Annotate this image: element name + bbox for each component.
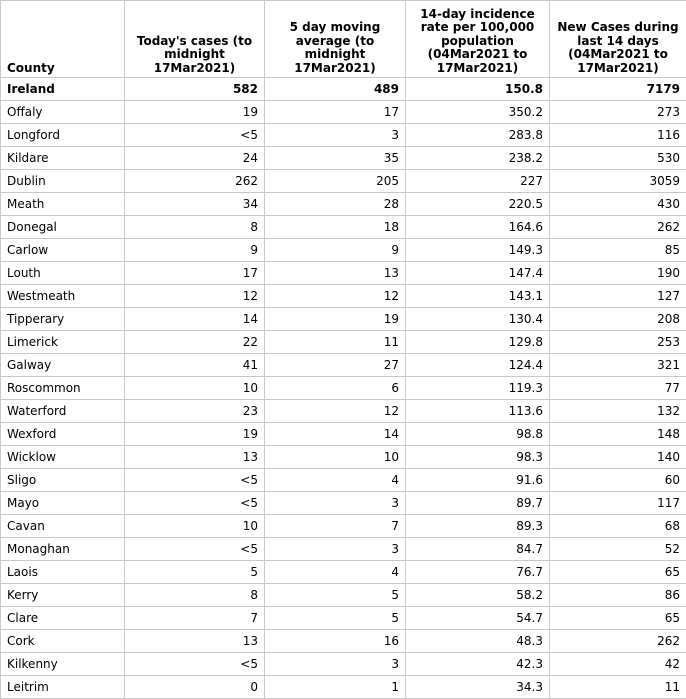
cell-county: Cork [1, 630, 125, 653]
cell-moving-average: 12 [265, 400, 406, 423]
cell-moving-average: 3 [265, 124, 406, 147]
table-row [1, 584, 686, 607]
cell-moving-average: 11 [265, 331, 406, 354]
cell-new-cases-14-days: 208 [550, 308, 686, 331]
cell-incidence-rate: 119.3 [406, 377, 550, 400]
cell-county: Dublin [1, 170, 125, 193]
cell-todays-cases: 17 [125, 262, 265, 285]
table-row [1, 653, 686, 676]
cell-todays-cases: 34 [125, 193, 265, 216]
cell-moving-average: 4 [265, 561, 406, 584]
table-row [1, 124, 686, 147]
cell-incidence-rate: 76.7 [406, 561, 550, 584]
cell-incidence-rate: 54.7 [406, 607, 550, 630]
cell-moving-average: 7 [265, 515, 406, 538]
cell-moving-average: 4 [265, 469, 406, 492]
cell-new-cases-14-days: 68 [550, 515, 686, 538]
cell-county: Tipperary [1, 308, 125, 331]
cell-todays-cases: 5 [125, 561, 265, 584]
cell-todays-cases: <5 [125, 124, 265, 147]
cell-moving-average: 1 [265, 676, 406, 699]
cell-todays-cases: 10 [125, 377, 265, 400]
table-row [1, 101, 686, 124]
cell-todays-cases: 0 [125, 676, 265, 699]
cell-incidence-rate: 58.2 [406, 584, 550, 607]
table-row [1, 170, 686, 193]
table-row [1, 193, 686, 216]
cell-new-cases-14-days: 116 [550, 124, 686, 147]
table-row [1, 630, 686, 653]
cell-incidence-rate: 238.2 [406, 147, 550, 170]
cell-todays-cases: <5 [125, 653, 265, 676]
cell-incidence-rate: 350.2 [406, 101, 550, 124]
cell-incidence-rate: 129.8 [406, 331, 550, 354]
cell-todays-cases: 9 [125, 239, 265, 262]
cell-incidence-rate: 34.3 [406, 676, 550, 699]
cell-county: Cavan [1, 515, 125, 538]
table-body [1, 78, 686, 699]
cell-todays-cases: 582 [125, 78, 265, 101]
cell-moving-average: 205 [265, 170, 406, 193]
table-row [1, 216, 686, 239]
cell-incidence-rate: 89.7 [406, 492, 550, 515]
cell-county: Kilkenny [1, 653, 125, 676]
cell-county: Meath [1, 193, 125, 216]
header-county: County [1, 1, 125, 78]
cell-incidence-rate: 91.6 [406, 469, 550, 492]
table-row [1, 377, 686, 400]
cell-new-cases-14-days: 65 [550, 561, 686, 584]
cell-incidence-rate: 164.6 [406, 216, 550, 239]
table-row [1, 147, 686, 170]
cell-new-cases-14-days: 77 [550, 377, 686, 400]
header-incidence-rate: 14-day incidence rate per 100,000 population (04Mar2021 to 17Mar2021) [406, 1, 550, 78]
table-row [1, 676, 686, 699]
cell-county: Carlow [1, 239, 125, 262]
table-row [1, 561, 686, 584]
cell-incidence-rate: 220.5 [406, 193, 550, 216]
cell-county: Galway [1, 354, 125, 377]
cell-county: Laois [1, 561, 125, 584]
cell-incidence-rate: 98.8 [406, 423, 550, 446]
cell-new-cases-14-days: 321 [550, 354, 686, 377]
cell-new-cases-14-days: 7179 [550, 78, 686, 101]
cell-incidence-rate: 84.7 [406, 538, 550, 561]
cell-new-cases-14-days: 273 [550, 101, 686, 124]
cell-incidence-rate: 227 [406, 170, 550, 193]
table-row [1, 446, 686, 469]
cell-moving-average: 19 [265, 308, 406, 331]
cell-new-cases-14-days: 11 [550, 676, 686, 699]
cell-new-cases-14-days: 3059 [550, 170, 686, 193]
cell-county: Mayo [1, 492, 125, 515]
cell-county: Clare [1, 607, 125, 630]
cell-todays-cases: 41 [125, 354, 265, 377]
cell-new-cases-14-days: 86 [550, 584, 686, 607]
cell-moving-average: 3 [265, 538, 406, 561]
cell-incidence-rate: 124.4 [406, 354, 550, 377]
cell-new-cases-14-days: 148 [550, 423, 686, 446]
cell-moving-average: 27 [265, 354, 406, 377]
cell-moving-average: 13 [265, 262, 406, 285]
cell-moving-average: 489 [265, 78, 406, 101]
cell-new-cases-14-days: 127 [550, 285, 686, 308]
cell-county: Leitrim [1, 676, 125, 699]
cell-new-cases-14-days: 65 [550, 607, 686, 630]
cell-incidence-rate: 42.3 [406, 653, 550, 676]
cell-todays-cases: <5 [125, 538, 265, 561]
cell-county: Kildare [1, 147, 125, 170]
header-new-cases-14-days: New Cases during last 14 days (04Mar2021 to 17Mar2021) [550, 1, 686, 78]
cell-incidence-rate: 130.4 [406, 308, 550, 331]
cell-incidence-rate: 48.3 [406, 630, 550, 653]
cell-moving-average: 18 [265, 216, 406, 239]
cell-todays-cases: 8 [125, 216, 265, 239]
table-row [1, 423, 686, 446]
cell-new-cases-14-days: 140 [550, 446, 686, 469]
table-row [1, 515, 686, 538]
cell-incidence-rate: 143.1 [406, 285, 550, 308]
cell-todays-cases: 12 [125, 285, 265, 308]
table-row [1, 308, 686, 331]
cell-new-cases-14-days: 430 [550, 193, 686, 216]
cell-moving-average: 17 [265, 101, 406, 124]
cell-incidence-rate: 149.3 [406, 239, 550, 262]
cell-todays-cases: 14 [125, 308, 265, 331]
cell-county: Kerry [1, 584, 125, 607]
cell-todays-cases: 19 [125, 101, 265, 124]
cell-moving-average: 14 [265, 423, 406, 446]
header-moving-average: 5 day moving average (to midnight 17Mar2021) [265, 1, 406, 78]
cell-county: Sligo [1, 469, 125, 492]
cell-moving-average: 28 [265, 193, 406, 216]
cell-moving-average: 9 [265, 239, 406, 262]
table-row-total [1, 78, 686, 101]
cell-county: Roscommon [1, 377, 125, 400]
cell-moving-average: 10 [265, 446, 406, 469]
cell-moving-average: 12 [265, 285, 406, 308]
cell-moving-average: 6 [265, 377, 406, 400]
cell-todays-cases: 7 [125, 607, 265, 630]
cell-county: Louth [1, 262, 125, 285]
table-row [1, 239, 686, 262]
cell-todays-cases: 10 [125, 515, 265, 538]
cell-moving-average: 16 [265, 630, 406, 653]
cell-incidence-rate: 283.8 [406, 124, 550, 147]
header-row [1, 1, 686, 78]
table-row [1, 331, 686, 354]
cell-new-cases-14-days: 262 [550, 630, 686, 653]
cell-todays-cases: 24 [125, 147, 265, 170]
cell-county: Ireland [1, 78, 125, 101]
cell-county: Wexford [1, 423, 125, 446]
cell-todays-cases: 23 [125, 400, 265, 423]
cell-new-cases-14-days: 132 [550, 400, 686, 423]
cell-incidence-rate: 98.3 [406, 446, 550, 469]
cell-new-cases-14-days: 42 [550, 653, 686, 676]
cell-todays-cases: 8 [125, 584, 265, 607]
cell-new-cases-14-days: 262 [550, 216, 686, 239]
cell-new-cases-14-days: 85 [550, 239, 686, 262]
cell-moving-average: 5 [265, 607, 406, 630]
cell-county: Offaly [1, 101, 125, 124]
cell-new-cases-14-days: 253 [550, 331, 686, 354]
cell-moving-average: 3 [265, 653, 406, 676]
table-row [1, 469, 686, 492]
cell-todays-cases: 262 [125, 170, 265, 193]
table-row [1, 492, 686, 515]
table-row [1, 354, 686, 377]
table-row [1, 538, 686, 561]
cell-county: Limerick [1, 331, 125, 354]
cell-incidence-rate: 113.6 [406, 400, 550, 423]
cell-todays-cases: 13 [125, 446, 265, 469]
cell-moving-average: 35 [265, 147, 406, 170]
cell-county: Donegal [1, 216, 125, 239]
table-row [1, 400, 686, 423]
cell-moving-average: 3 [265, 492, 406, 515]
cell-todays-cases: 19 [125, 423, 265, 446]
cell-new-cases-14-days: 190 [550, 262, 686, 285]
table-row [1, 607, 686, 630]
cell-todays-cases: 22 [125, 331, 265, 354]
cell-incidence-rate: 147.4 [406, 262, 550, 285]
cell-incidence-rate: 150.8 [406, 78, 550, 101]
cell-incidence-rate: 89.3 [406, 515, 550, 538]
cell-todays-cases: <5 [125, 492, 265, 515]
cell-new-cases-14-days: 117 [550, 492, 686, 515]
cell-county: Westmeath [1, 285, 125, 308]
cell-new-cases-14-days: 530 [550, 147, 686, 170]
table-row [1, 262, 686, 285]
cell-new-cases-14-days: 52 [550, 538, 686, 561]
cell-county: Monaghan [1, 538, 125, 561]
cell-moving-average: 5 [265, 584, 406, 607]
header-todays-cases: Today's cases (to midnight 17Mar2021) [125, 1, 265, 78]
cell-county: Longford [1, 124, 125, 147]
cell-todays-cases: <5 [125, 469, 265, 492]
cell-new-cases-14-days: 60 [550, 469, 686, 492]
cell-county: Waterford [1, 400, 125, 423]
cell-todays-cases: 13 [125, 630, 265, 653]
cell-county: Wicklow [1, 446, 125, 469]
table-row [1, 285, 686, 308]
